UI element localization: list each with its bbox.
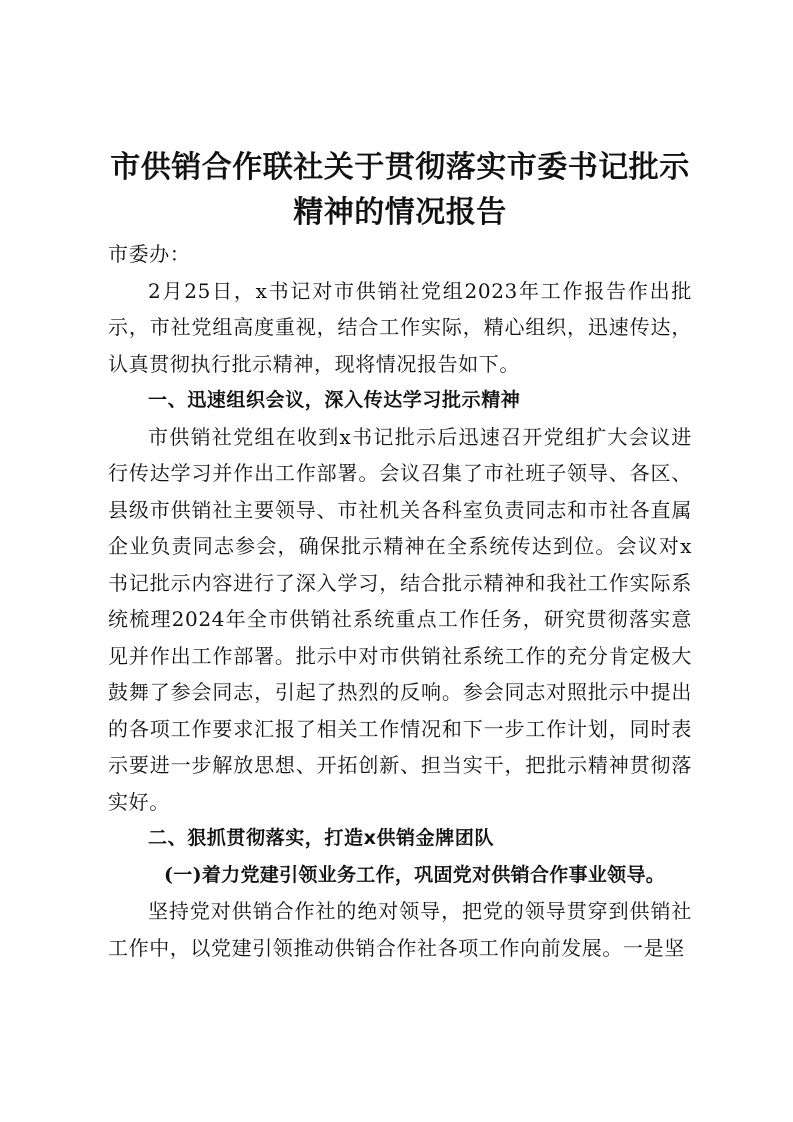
document-body	[108, 236, 692, 966]
salutation: 市委办：	[108, 242, 191, 266]
section-1-paragraph: 市供销社党组在收到x书记批示后迅速召开党组扩大会议进行传达学习并作出工作部署。会议召集了市社班子领导、各区、县级市供销社主要领导、市社机关各科室负责同志和市社各直属企业负责同志参会，确保批示精神在全系统传达到位。会议对x书记批示内容进行了深入学习，结合批示精神和我社工作实际系统梳理2024年全市供销社系统重点工作任务，研究贯彻落实意见并作出工作部署。批示中对市供销社系统工作的充分肯定极大鼓舞了参会同志，引起了热烈的反响。参会同志对照批示中提出的各项工作要求汇报了相关工作情况和下一步工作计划，同时表示要进一步解放思想、开拓创新、担当实干，把批示精神贯彻落实好。	[108, 424, 692, 814]
section-2-subheading-1: (一)着力党建引领业务工作，巩固党对供销合作事业领导。	[164, 863, 666, 886]
intro-paragraph: 2月25日，x书记对市供销社党组2023年工作报告作出批示，市社党组高度重视，结合工作实际，精心组织，迅速传达，认真贯彻执行批示精神，现将情况报告如下。	[108, 278, 692, 376]
section-2-heading: 二、狠抓贯彻落实，打造x供销金牌团队	[148, 827, 495, 849]
section-2-sub-1-paragraph: 坚持党对供销合作社的绝对领导，把党的领导贯穿到供销社工作中，以党建引领推动供销合作社各项工作向前发展。一是坚	[108, 899, 692, 960]
section-1-heading: 一、迅速组织会议，深入传达学习批示精神	[148, 389, 521, 411]
document-title: 市供销合作联社关于贯彻落实市委书记批示精神的情况报告	[110, 150, 690, 230]
